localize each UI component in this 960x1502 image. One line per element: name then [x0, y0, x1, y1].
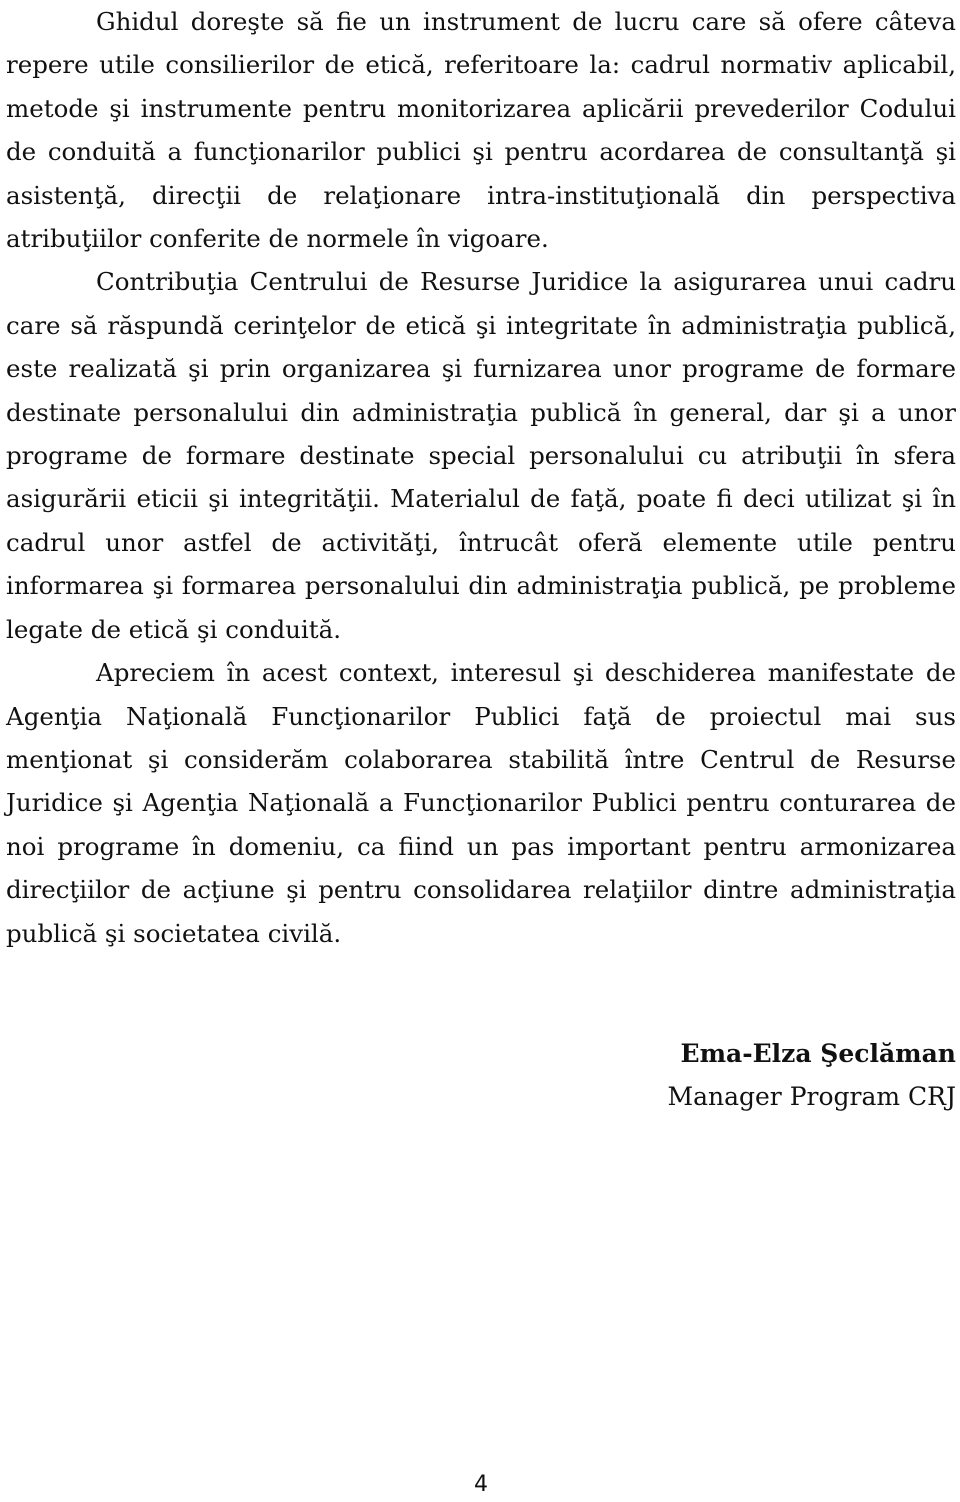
paragraph-intro: Ghidul doreşte să fie un instrument de lucru care să ofere câteva repere utile consilierilor de etică, referitoare la: cadrul normativ aplicabil, metode şi instrumente pentru monitorizarea aplicării prevederilor Codului de conduită a funcţionarilor publici şi pentru acordarea de consultanţă şi asistenţă, direcţii de relaţionare intra-instituţională din perspectiva atribuţiilor conferite de normele în vigoare. [6, 7, 956, 254]
paragraph-contribution: Contribuţia Centrului de Resurse Juridice la asigurarea unui cadru care să răspundă cerinţelor de etică şi integritate în administraţia publică, este realizată şi prin organizarea şi furnizarea unor programe de formare destinate personalului din administraţia publică în general, dar şi a unor programe de formare destinate special personalului cu atribuţii în sfera asigurării eticii şi integrităţii. Materialul de faţă, poate fi deci utilizat şi în cadrul unor astfel de activităţi, întrucât oferă elemente utile pentru informarea şi formarea personalului din administraţia publică, pe probleme legate de etică şi conduită. [6, 267, 956, 644]
signature-title: Manager Program CRJ [667, 1082, 956, 1111]
document-page [6, 0, 956, 1502]
body-text [6, 0, 956, 955]
page-number: 4 [474, 1472, 488, 1497]
paragraph-appreciation: Apreciem în acest context, interesul şi deschiderea manifestate de Agenţia Naţională Funcţionarilor Publici faţă de proiectul mai sus menţionat şi considerăm colaborarea stabilită între Centrul de Resurse Juridice şi Agenţia Naţională a Funcţionarilor Publici pentru conturarea de noi programe în domeniu, ca fiind un pas important pentru armonizarea direcţiilor de acţiune şi pentru consolidarea relaţiilor dintre administraţia publică şi societatea civilă. [6, 658, 956, 948]
signature-block [667, 1032, 956, 1118]
signature-name: Ema-Elza Şeclăman [680, 1039, 956, 1068]
